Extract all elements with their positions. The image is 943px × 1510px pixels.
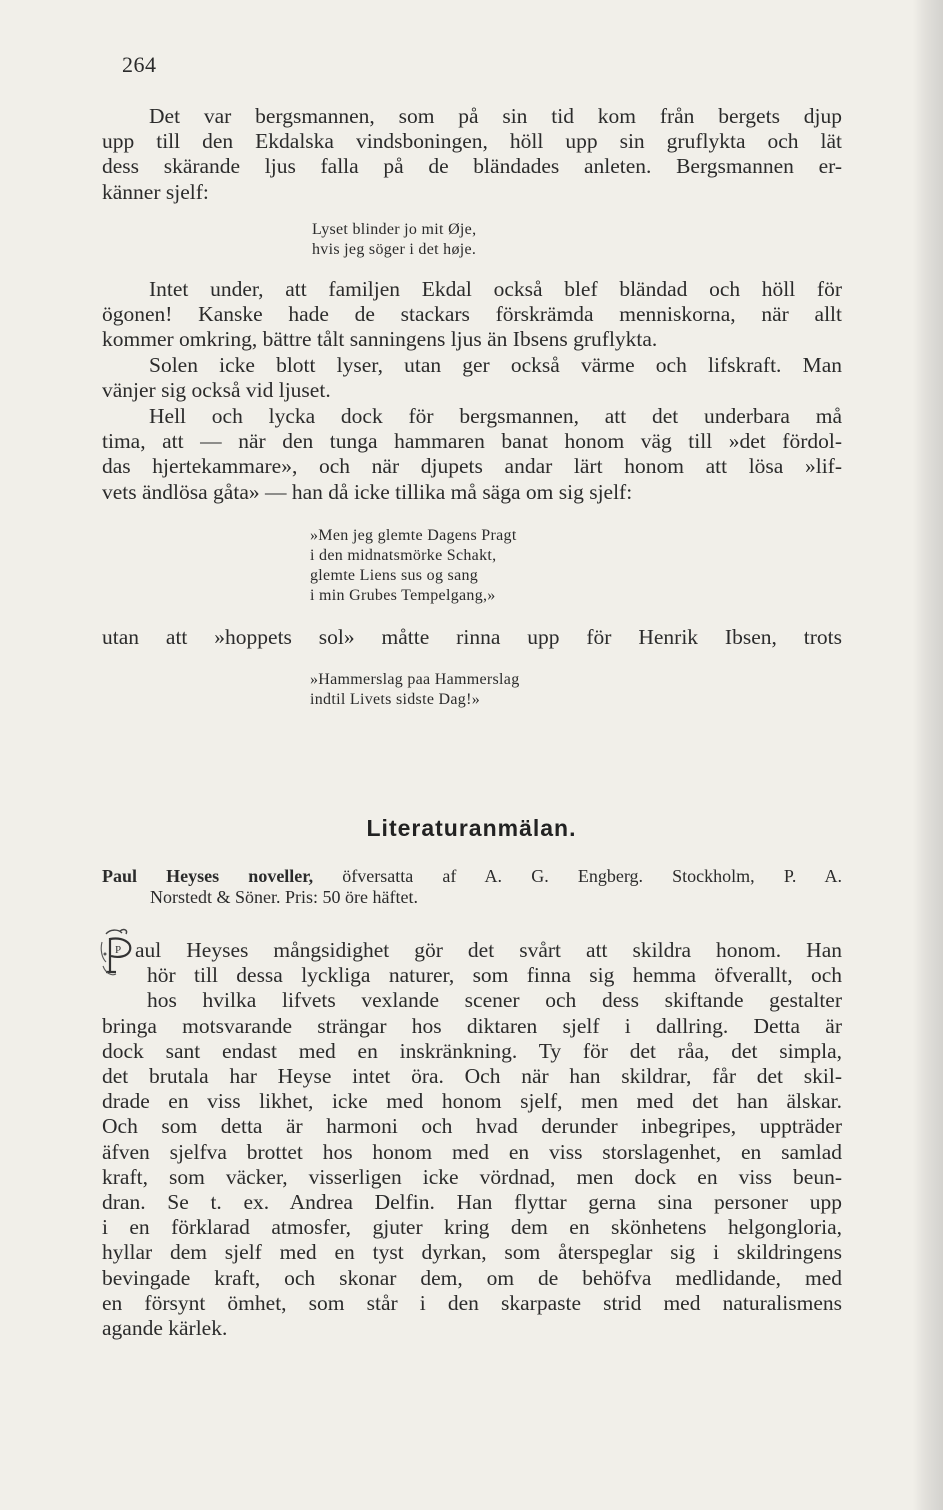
verse-line: »Hammerslag paa Hammerslag	[310, 671, 520, 688]
review-citation	[102, 866, 842, 908]
review-title: Paul Heyses noveller,	[102, 866, 314, 886]
verse-quote-3	[310, 670, 520, 710]
text-line: upp till den Ekdalska vindsboningen, höll upp sin gruflykta och lät	[102, 129, 842, 154]
text-line: bevingade kraft, och skonar dem, om de behöfva medlidande, med	[102, 1265, 842, 1290]
verse-line: glemte Liens sus og sang	[310, 567, 479, 584]
verse-quote-1	[312, 220, 476, 260]
citation-line: Norstedt & Söner. Pris: 50 öre häftet.	[150, 887, 418, 907]
paragraph-1	[102, 104, 842, 205]
text-line: en försynt ömhet, som står i den skarpaste strid med naturalismens	[102, 1290, 842, 1315]
text-line: Intet under, att familjen Ekdal också blef bländad och höll för	[149, 277, 842, 301]
paragraph-4	[102, 404, 842, 505]
page-edge-shadow	[913, 0, 943, 1510]
text-line: Och som detta är harmoni och hvad derunder inbegripes, uppträder	[102, 1114, 842, 1139]
text-line: kommer omkring, bättre tålt sanningens ljus än Ibsens gruflykta.	[102, 327, 658, 352]
text-line: Solen icke blott lyser, utan ger också värme och lifskraft. Man	[149, 353, 842, 377]
text-line: Hell och lycka dock för bergsmannen, att det underbara må	[149, 404, 842, 428]
verse-quote-2	[310, 526, 517, 606]
text-line: drade en viss likhet, icke med honom sjelf, men med det han älskar.	[102, 1089, 842, 1114]
review-details: öfversatta af A. G. Engberg. Stockholm, P. A.	[342, 866, 842, 886]
text-line: vets ändlösa gåta» — han då icke tillika må säga om sig sjelf:	[102, 479, 633, 504]
text-line: det brutala har Heyse intet öra. Och när han skildrar, får det skil-	[102, 1064, 842, 1089]
text-line: dock sant endast med en inskränkning. Ty för det råa, det simpla,	[102, 1038, 842, 1063]
text-line: hör till dessa lyckliga naturer, som finna sig hemma öfverallt, och	[147, 963, 842, 988]
text-line: hos hvilka lifvets vexlande scener och dess skiftande gestalter	[147, 988, 842, 1013]
dropcap-letter: P	[115, 944, 122, 956]
text-line: känner sjelf:	[102, 179, 209, 204]
text-line: agande kärlek.	[102, 1316, 228, 1341]
citation-line	[102, 866, 842, 887]
text-line: tima, att — när den tunga hammaren banat honom väg till »det fördol-	[102, 429, 842, 454]
paragraph-3	[102, 353, 842, 403]
review-body	[102, 938, 842, 1341]
text-line: dran. Se t. ex. Andrea Delfin. Han flyttar gerna sina personer upp	[102, 1190, 842, 1215]
text-line: i en förklarad atmosfer, gjuter kring dem en skönhetens helgongloria,	[102, 1215, 842, 1240]
text-line: kraft, som väcker, visserligen icke vördnad, men dock en viss beun-	[102, 1164, 842, 1189]
verse-line: i den midnatsmörke Schakt,	[310, 547, 497, 564]
verse-line: i min Grubes Tempelgang,»	[310, 587, 496, 604]
page-number: 264	[122, 52, 157, 77]
text-line: das hjertekammare», och när djupets andar lärt honom att lösa »lif-	[102, 454, 842, 479]
section-heading: Literaturanmälan.	[366, 815, 577, 841]
paragraph-5	[102, 625, 842, 650]
text-line: äfven sjelfva brottet hos honom med en viss storslagenhet, en samlad	[102, 1139, 842, 1164]
text-line: dess skärande ljus falla på de bländades anleten. Bergsmannen er-	[102, 154, 842, 179]
verse-line: Lyset blinder jo mit Øje,	[312, 221, 477, 238]
text-line: Det var bergsmannen, som på sin tid kom från bergets djup	[149, 104, 842, 128]
text-line: bringa motsvarande strängar hos diktaren sjelf i dallring. Detta är	[102, 1013, 842, 1038]
text-line: ögonen! Kanske hade de stackars förskrämda menniskorna, när allt	[102, 302, 842, 327]
text-line: vänjer sig också vid ljuset.	[102, 378, 331, 403]
verse-line: indtil Livets sidste Dag!»	[310, 691, 481, 708]
verse-line: »Men jeg glemte Dagens Pragt	[310, 527, 517, 544]
verse-line: hvis jeg söger i det høje.	[312, 241, 477, 258]
text-line: aul Heyses mångsidighet gör det svårt att skildra honom. Han	[135, 938, 842, 962]
text-line: hyllar dem sjelf med en tyst dyrkan, som återspeglar sig i skildringens	[102, 1240, 842, 1265]
text-line: utan att »hoppets sol» måtte rinna upp för Henrik Ibsen, trots	[102, 625, 842, 649]
paragraph-2	[102, 277, 842, 353]
